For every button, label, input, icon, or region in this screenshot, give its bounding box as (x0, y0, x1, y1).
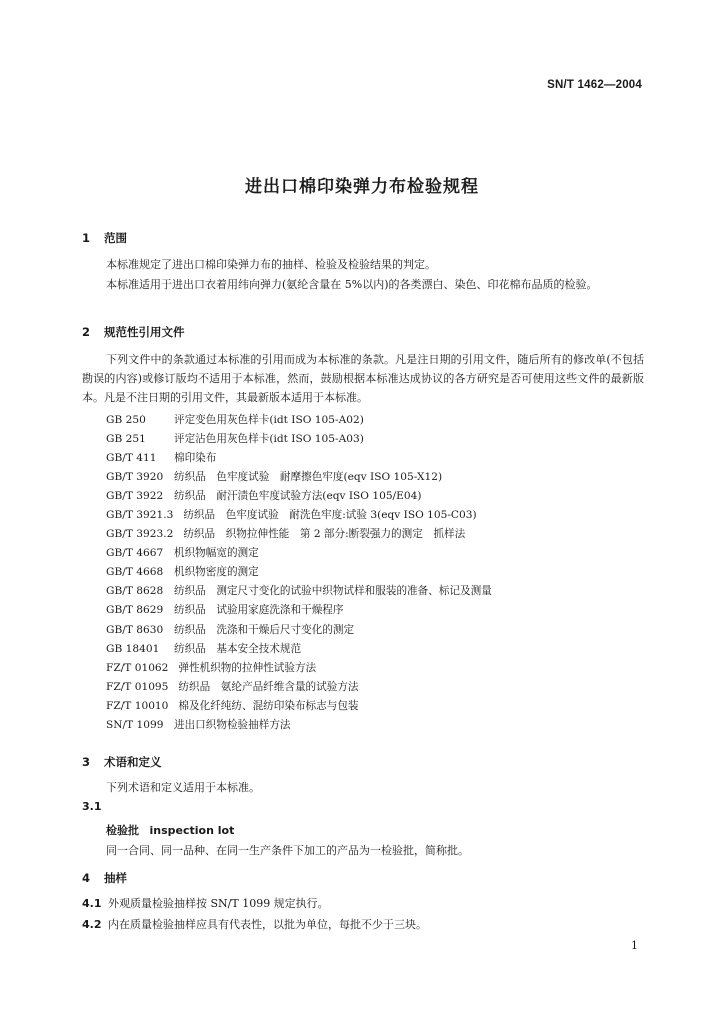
section-title: 规范性引用文件 (104, 325, 185, 339)
subclause-number: 3.1 (82, 800, 102, 813)
item-text: 外观质量检验抽样按 SN/T 1099 规定执行。 (108, 897, 329, 910)
term-definition: 同一合同、同一品种、在同一生产条件下加工的产品为一检验批，简称批。 (106, 844, 469, 857)
reference-title: 进出口织物检验抽样方法 (174, 718, 291, 731)
reference-title: 机织物密度的测定 (174, 566, 259, 579)
sampling-item (82, 916, 427, 932)
section-1-heading (82, 230, 127, 246)
scope-paragraph-1: 本标准规定了进出口棉印染弹力布的抽样、检验及检验结果的判定。 (106, 258, 436, 271)
reference-code: FZ/T 01062 (106, 661, 169, 674)
reference-title: 机织物幅宽的测定 (174, 547, 259, 560)
reference-code: SN/T 1099 (106, 718, 164, 731)
reference-item (106, 506, 492, 525)
section-number: 4 (82, 871, 91, 885)
item-number: 4.1 (82, 897, 102, 910)
item-number: 4.2 (82, 918, 102, 931)
reference-code: GB/T 4667 (106, 547, 164, 560)
reference-item (106, 430, 492, 449)
section-2-heading (82, 324, 185, 340)
reference-code: GB 250 (106, 414, 146, 426)
reference-title: 弹性机织物的拉伸性试验方法 (178, 661, 317, 674)
reference-title: 纺织品 色牢度试验 耐摩擦色牢度(eqv ISO 105-X12) (174, 471, 443, 484)
reference-title: 棉及化纤纯纺、混纺印染布标志与包装 (178, 699, 359, 712)
term-entry (106, 822, 234, 838)
reference-code: FZ/T 01095 (106, 680, 169, 693)
reference-code: GB/T 8630 (106, 623, 164, 636)
reference-title: 纺织品 耐汗渍色牢度试验方法(eqv ISO 105/E04) (174, 490, 422, 503)
reference-title: 评定变色用灰色样卡(idt ISO 105-A02) (174, 414, 364, 426)
reference-code: GB/T 3920 (106, 471, 164, 484)
reference-title: 纺织品 氨纶产品纤维含量的试验方法 (178, 680, 359, 693)
section-title: 范围 (104, 231, 127, 245)
term-english: inspection lot (149, 824, 235, 837)
sampling-item (82, 895, 329, 911)
reference-item (106, 563, 492, 582)
reference-item (106, 659, 492, 678)
reference-code: GB/T 3923.2 (106, 528, 174, 541)
reference-code: GB 251 (106, 433, 146, 446)
reference-item (106, 468, 492, 487)
reference-title: 纺织品 基本安全技术规范 (174, 642, 302, 655)
reference-item (106, 487, 492, 506)
reference-title: 纺织品 洗涤和干燥后尺寸变化的测定 (174, 623, 355, 636)
term-chinese: 检验批 (106, 824, 139, 837)
scope-paragraph-2: 本标准适用于进出口衣着用纬向弹力(氨纶含量在 5%以内)的各类漂白、染色、印花棉布品质的检验。 (106, 278, 598, 291)
reference-code: GB/T 3921.3 (106, 509, 174, 522)
section-title: 术语和定义 (104, 755, 162, 769)
reference-code: GB/T 8629 (106, 604, 164, 617)
reference-item (106, 601, 492, 620)
reference-item (106, 640, 492, 659)
item-text: 内在质量检验抽样应具有代表性，以批为单位，每批不少于三块。 (108, 918, 427, 931)
reference-code: GB/T 8628 (106, 585, 164, 598)
reference-item (106, 678, 492, 697)
reference-title: 棉印染布 (174, 452, 217, 465)
reference-title: 纺织品 织物拉伸性能 第 2 部分:断裂强力的测定 抓样法 (183, 528, 466, 541)
standard-code: SN/T 1462—2004 (547, 79, 642, 91)
reference-item (106, 544, 492, 563)
section-number: 2 (82, 325, 91, 339)
page-number: 1 (631, 939, 638, 952)
reference-title: 纺织品 色牢度试验 耐洗色牢度:试验 3(eqv ISO 105-C03) (183, 509, 477, 522)
reference-code: GB/T 3922 (106, 490, 164, 503)
reference-list (106, 411, 492, 735)
section-number: 3 (82, 755, 91, 769)
reference-item (106, 716, 492, 735)
reference-item (106, 697, 492, 716)
reference-item (106, 449, 492, 468)
terms-intro: 下列术语和定义适用于本标准。 (106, 781, 260, 794)
section-4-heading (82, 870, 127, 886)
section-number: 1 (82, 231, 91, 245)
reference-item (106, 525, 492, 544)
reference-code: GB/T 4668 (106, 566, 164, 579)
document-title: 进出口棉印染弹力布检验规程 (245, 177, 479, 197)
reference-item (106, 582, 492, 601)
reference-code: GB 18401 (106, 642, 160, 655)
normative-references-intro: 下列文件中的条款通过本标准的引用而成为本标准的条款。凡是注日期的引用文件，随后所有的修改单(不包括勘误的内容)或修订版均不适用于本标准，然而，鼓励根据本标准达成协议的各方研究是否可使用这些文件的最新版本。凡是不注日期的引用文件，其最新版本适用于本标准。 (82, 353, 644, 404)
reference-title: 纺织品 试验用家庭洗涤和干燥程序 (174, 604, 344, 617)
reference-code: FZ/T 10010 (106, 699, 169, 712)
section-3-heading (82, 754, 162, 770)
reference-item (106, 621, 492, 640)
reference-title: 纺织品 测定尺寸变化的试验中织物试样和服装的准备、标记及测量 (174, 585, 492, 598)
reference-item (106, 411, 492, 430)
reference-code: GB/T 411 (106, 452, 157, 465)
reference-title: 评定沾色用灰色样卡(idt ISO 105-A03) (174, 433, 364, 446)
section-title: 抽样 (104, 871, 127, 885)
